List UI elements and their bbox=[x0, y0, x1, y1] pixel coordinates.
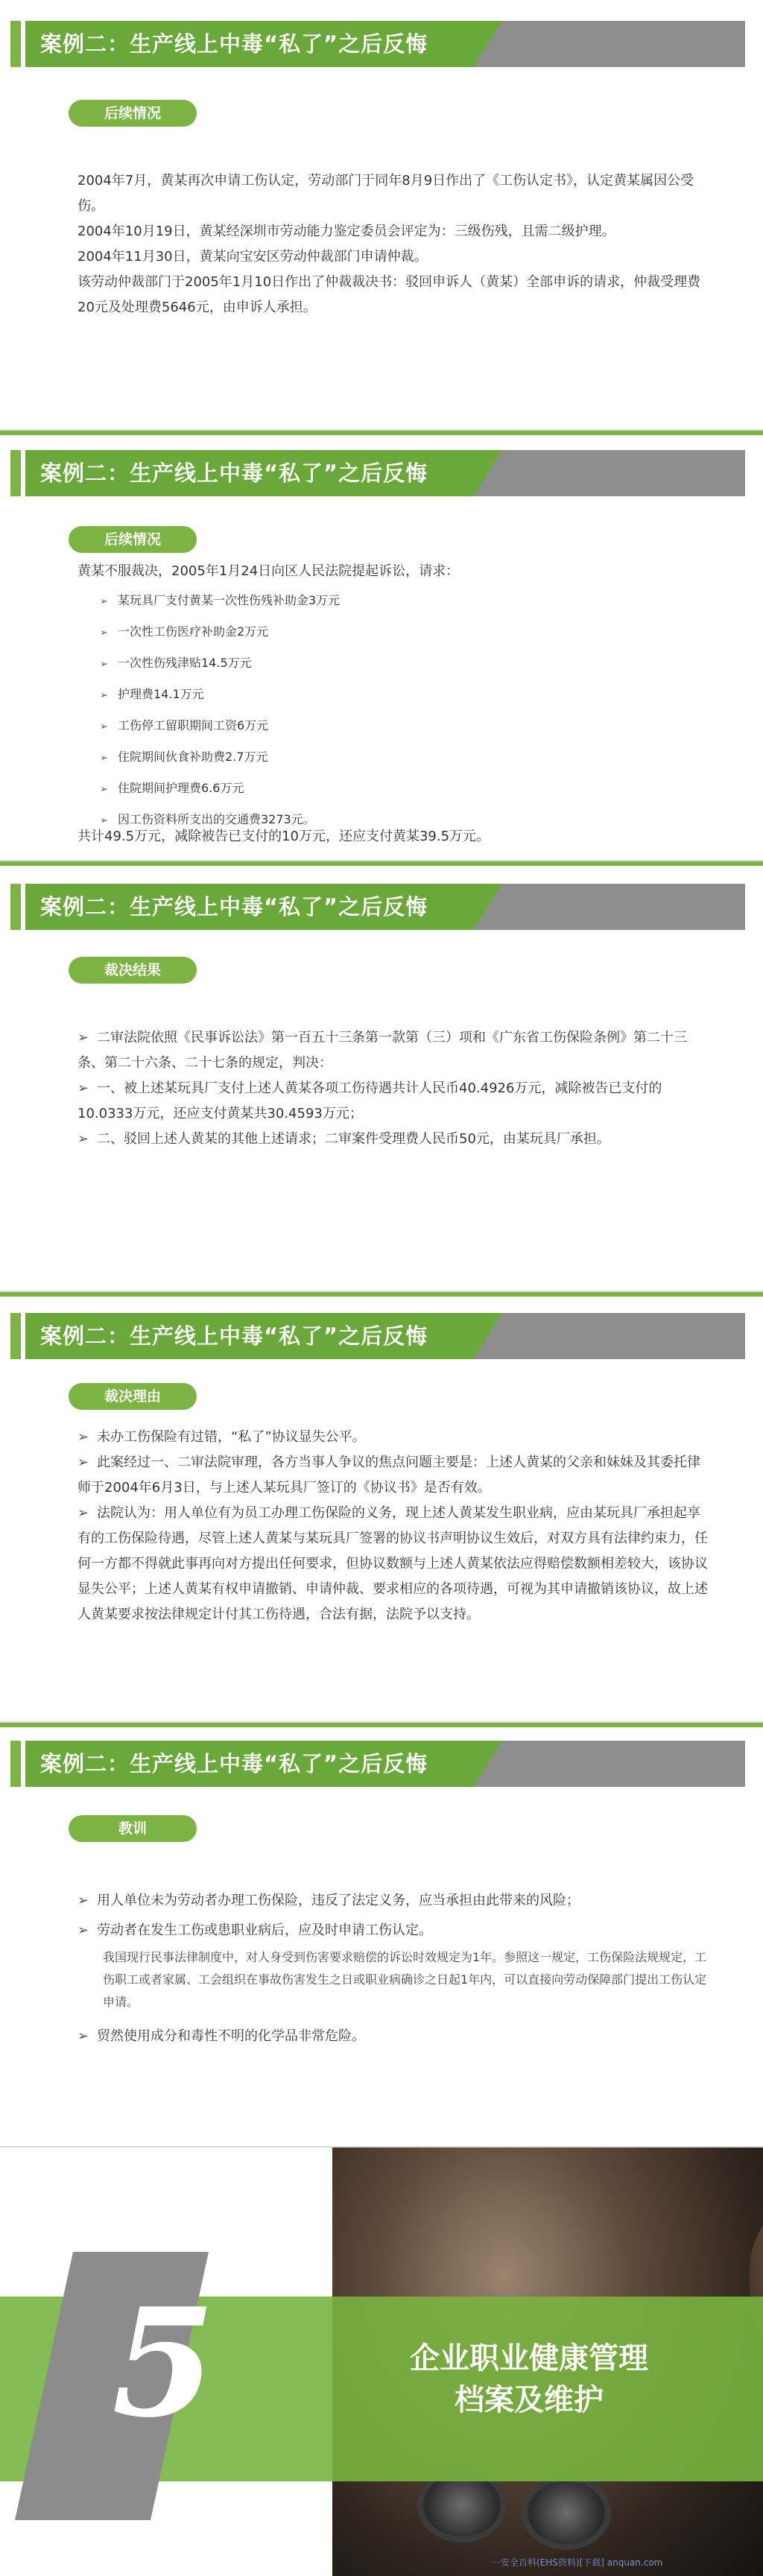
watermark-footer: 一安全百科(EHS资料)[下载] anquan.com bbox=[492, 2557, 663, 2568]
list-item-text: 护理费14.1万元 bbox=[118, 687, 204, 701]
header-accent bbox=[10, 450, 21, 496]
arrow-bullet-icon: ➢ bbox=[100, 784, 108, 795]
list-item bbox=[77, 1450, 711, 1501]
list-item bbox=[77, 1025, 703, 1076]
list-item bbox=[100, 617, 696, 648]
arrow-bullet-icon: ➢ bbox=[100, 627, 108, 639]
slide-top-line bbox=[0, 1723, 763, 1727]
chapter-number: 5 bbox=[112, 2276, 216, 2451]
arrow-bullet-icon: ➢ bbox=[77, 1030, 89, 1045]
paragraph: 2004年10月19日，黄某经深圳市劳动能力鉴定委员会评定为：三级伤残，且需二级护理。 bbox=[77, 224, 615, 239]
slide-title: 案例二：生产线上中毒“私了”之后反悔 bbox=[40, 894, 428, 920]
arrow-bullet-icon: ➢ bbox=[100, 659, 108, 670]
slide-top-line bbox=[0, 861, 763, 866]
section-badge: 裁决理由 bbox=[69, 1383, 197, 1410]
section-badge: 裁决结果 bbox=[69, 957, 197, 984]
list-item-text: 一次性工伤医疗补助金2万元 bbox=[118, 624, 269, 639]
chapter-title-line-1: 企业职业健康管理 bbox=[410, 2341, 648, 2376]
list-item bbox=[77, 2024, 711, 2049]
slide-4 bbox=[0, 1292, 763, 1723]
claim-total: 共计49.5万元，减除被告已支付的10万元，还应支付黄某39.5万元。 bbox=[77, 829, 490, 844]
verdict-list bbox=[77, 1025, 703, 1152]
claim-intro: 黄某不服裁决，2005年1月24日向区人民法院提起诉讼，请求： bbox=[77, 563, 460, 579]
list-item-text: 住院期间护理费6.6万元 bbox=[118, 781, 244, 795]
arrow-bullet-icon: ➢ bbox=[77, 1080, 89, 1096]
list-item bbox=[77, 1888, 711, 1914]
reason-list bbox=[77, 1425, 711, 1627]
list-item bbox=[100, 680, 696, 711]
list-item bbox=[100, 648, 696, 680]
list-item bbox=[100, 773, 696, 805]
list-item-text: 工伤停工留职期间工资6万元 bbox=[118, 718, 269, 732]
list-item bbox=[77, 1918, 711, 1943]
slide-2 bbox=[0, 431, 763, 861]
list-item-text: 二、驳回上述人黄某的其他上述请求；二审案件受理费人民币50元，由某玩具厂承担。 bbox=[97, 1131, 610, 1147]
arrow-bullet-icon: ➢ bbox=[77, 1131, 89, 1147]
slide-title: 案例二：生产线上中毒“私了”之后反悔 bbox=[40, 1323, 428, 1349]
list-item-text: 未办工伤保险有过错，“私了”协议显失公平。 bbox=[97, 1429, 366, 1445]
chapter-title-line-2: 档案及维护 bbox=[455, 2382, 604, 2417]
list-item-text: 此案经过一、二审法院审理，各方当事人争议的焦点问题主要是：上述人黄某的父亲和妹妹及其委托律师于2004年6月3日，与上述人某玩具厂签订的《协议书》是否有效。 bbox=[77, 1455, 700, 1496]
slide-3 bbox=[0, 861, 763, 1292]
slide-title: 案例二：生产线上中毒“私了”之后反悔 bbox=[40, 461, 428, 486]
list-item-text: 用人单位未为劳动者办理工伤保险，违反了法定义务，应当承担由此带来的风险； bbox=[97, 1893, 580, 1908]
header-accent bbox=[10, 1313, 21, 1359]
list-item-text: 贸然使用成分和毒性不明的化学品非常危险。 bbox=[97, 2028, 365, 2044]
list-item bbox=[77, 1501, 711, 1627]
section-badge: 教训 bbox=[69, 1815, 197, 1842]
slide-6-chapter-cover bbox=[0, 2148, 763, 2576]
arrow-bullet-icon: ➢ bbox=[77, 1429, 89, 1445]
arrow-bullet-icon: ➢ bbox=[100, 596, 108, 607]
slide-title: 案例二：生产线上中毒“私了”之后反悔 bbox=[40, 31, 428, 57]
list-item bbox=[77, 1076, 703, 1127]
arrow-bullet-icon: ➢ bbox=[100, 690, 108, 701]
arrow-bullet-icon: ➢ bbox=[77, 1893, 89, 1908]
list-item-text: 二审法院依照《民事诉讼法》第一百五十三条第一款第（三）项和《广东省工伤保险条例》第二十三条、第二十六条、二十七条的规定，判决： bbox=[77, 1030, 687, 1071]
list-item bbox=[100, 586, 696, 617]
list-item-text: 一、被上述某玩具厂支付上述人黄某各项工伤待遇共计人民币40.4926万元，减除被告已支付的10.0333万元，还应支付黄某共30.4593万元； bbox=[77, 1080, 662, 1121]
list-item bbox=[77, 1425, 711, 1450]
header-accent bbox=[10, 884, 21, 930]
slide-5 bbox=[0, 1723, 763, 2148]
list-item-text: 住院期间伙食补助费2.7万元 bbox=[118, 750, 268, 764]
lessons-body bbox=[77, 1888, 711, 2049]
list-item-text: 因工伤资料所支出的交通费3273元。 bbox=[118, 812, 315, 826]
paragraph: 该劳动仲裁部门于2005年1月10日作出了仲裁裁决书：驳回申诉人（黄某）全部申诉的请求，仲裁受理费20元及处理费5646元，由申诉人承担。 bbox=[77, 274, 701, 315]
arrow-bullet-icon: ➢ bbox=[100, 721, 108, 732]
section-badge: 后续情况 bbox=[69, 100, 197, 127]
slide-top-line bbox=[0, 1292, 763, 1297]
section-badge: 后续情况 bbox=[69, 526, 197, 553]
header-accent bbox=[10, 1741, 21, 1787]
arrow-bullet-icon: ➢ bbox=[100, 815, 108, 826]
paragraph: 2004年11月30日，黄某向宝安区劳动仲裁部门申请仲裁。 bbox=[77, 249, 428, 265]
list-item bbox=[100, 711, 696, 742]
slide-top-line bbox=[0, 431, 763, 435]
arrow-bullet-icon: ➢ bbox=[77, 2028, 89, 2044]
slide-1 bbox=[0, 0, 763, 431]
case-body bbox=[77, 168, 703, 320]
arrow-bullet-icon: ➢ bbox=[100, 753, 108, 764]
list-item-text: 劳动者在发生工伤或患职业病后，应及时申请工伤认定。 bbox=[97, 1922, 432, 1938]
list-item bbox=[100, 742, 696, 773]
paragraph: 2004年7月，黄某再次申请工伤认定，劳动部门于同年8月9日作出了《工伤认定书》，认定黄某属因公受伤。 bbox=[77, 173, 694, 214]
list-item-text: 法院认为：用人单位有为员工办理工伤保险的义务，现上述人黄某发生职业病，应由某玩具厂承担起享有的工伤保险待遇，尽管上述人黄某与某玩具厂签署的协议书声明协议生效后，对双方具有法律约束力，任何一方都不得就此事再向对方提出任何要求，但协议数额与上述人黄某依法应得赔偿数额相差较大，该协议显失公平；上述人黄某有权申请撤销、申请仲裁、要求相应的各项待遇，可视为其申请撤销该协议，故上述人黄某要求按法律规定计付其工伤待遇，合法有据，法院予以支持。 bbox=[77, 1505, 708, 1622]
arrow-bullet-icon: ➢ bbox=[77, 1455, 89, 1470]
list-item bbox=[77, 1127, 703, 1152]
claim-list bbox=[100, 586, 696, 836]
arrow-bullet-icon: ➢ bbox=[77, 1922, 89, 1938]
list-item-text: 一次性伤残津贴14.5万元 bbox=[118, 656, 252, 670]
slide-title: 案例二：生产线上中毒“私了”之后反悔 bbox=[40, 1751, 428, 1776]
respirator-right-filter-icon bbox=[522, 2475, 611, 2550]
legal-note: 我国现行民事法律制度中，对人身受到伤害要求赔偿的诉讼时效规定为1年。参照这一规定，工伤保险法规规定，工伤职工或者家属、工会组织在事故伤害发生之日或职业病确诊之日起1年内，可以直接向劳动保障部门提出工伤认定申请。 bbox=[103, 1950, 707, 2009]
arrow-bullet-icon: ➢ bbox=[77, 1505, 89, 1521]
list-item-text: 某玩具厂支付黄某一次性伤残补助金3万元 bbox=[118, 593, 341, 607]
header-accent bbox=[10, 21, 21, 67]
